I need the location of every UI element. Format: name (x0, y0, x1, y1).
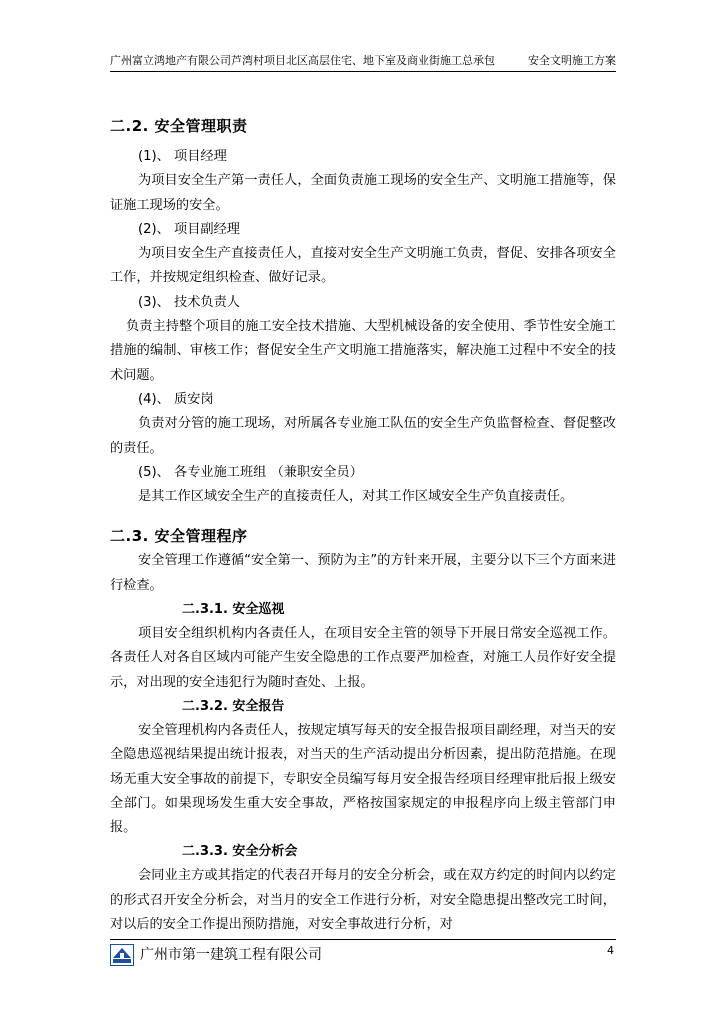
header-project: 广州富立鸿地产有限公司芦湾村项目北区高层住宅、地下室及商业街施工总承包 (110, 54, 495, 67)
page-header (110, 53, 616, 69)
section-heading-2-3: 二.3. 安全管理程序 (110, 527, 248, 546)
item-label-2: (2)、 项目副经理 (138, 221, 240, 237)
item-text-2: 为项目安全生产直接责任人，直接对安全生产文明施工负责，督促、安排各项安全工作，并按规定组织检查、做好记录。 (110, 246, 616, 286)
footer-divider (110, 939, 616, 940)
page-footer (110, 943, 616, 969)
page-body (110, 113, 616, 937)
item-text-3: 负责主持整个项目的施工安全技术措施、大型机械设备的安全使用、季节性安全施工措施的编制、审核工作；督促安全生产文明施工措施落实，解决施工过程中不安全的技术问题。 (110, 319, 616, 383)
section-2-3-intro: 安全管理工作遵循“安全第一、预防为主”的方针来开展，主要分以下三个方面来进行检查。 (110, 553, 616, 593)
header-doc-title: 安全文明施工方案 (528, 54, 616, 67)
subsection-text-2-3-3: 会同业主方或其指定的代表召开每月的安全分析会，或在双方约定的时间内以约定的形式召开安全分析会，对当月的安全工作进行分析，对安全隐患提出整改完工时间，对以后的安全工作提出预防措施，对安全事故进行分析，对 (110, 868, 616, 933)
section-heading-2-2: 二.2. 安全管理职责 (110, 117, 248, 135)
item-text-5: 是其工作区域安全生产的直接责任人，对其工作区域安全生产负直接责任。 (138, 489, 574, 505)
item-label-3: (3)、 技术负责人 (138, 294, 240, 310)
item-label-1: (1)、 项目经理 (138, 149, 227, 164)
item-text-4: 负责对分管的施工现场，对所属各专业施工队伍的安全生产负监督检查、督促整改的责任。 (110, 416, 616, 456)
footer-company-name: 广州市第一建筑工程有限公司 (140, 947, 322, 963)
item-text-1: 为项目安全生产第一责任人，全面负责施工现场的安全生产、文明施工措施等，保证施工现场的安全。 (110, 173, 616, 213)
company-logo-icon (110, 944, 134, 966)
subsection-heading-2-3-2: 二.3.2. 安全报告 (182, 698, 285, 714)
subsection-heading-2-3-1: 二.3.1. 安全巡视 (182, 602, 285, 618)
subsection-text-2-3-2: 安全管理机构内各责任人，按规定填写每天的安全报告报项目副经理，对当天的安全隐患巡视结果提出统计报表，对当天的生产活动提出分析因素，提出防范措施。在现场无重大安全事故的前提下，专职安全员编写每月安全报告经项目经理审批后报上级安全部门。如果现场发生重大安全事故，严格按国家规定的申报程序向上级主管部门申报。 (110, 722, 616, 836)
item-label-4: (4)、 质安岗 (138, 391, 214, 407)
subsection-heading-2-3-3: 二.3.3. 安全分析会 (182, 844, 298, 860)
item-label-5: (5)、 各专业施工班组 （兼职安全员） (138, 464, 363, 480)
page-number: 4 (607, 944, 614, 957)
subsection-text-2-3-1: 项目安全组织机构内各责任人，在项目安全主管的领导下开展日常安全巡视工作。各责任人对各自区域内可能产生安全隐患的工作点要严加检查，对施工人员作好安全提示，对出现的安全违犯行为随时查处、上报。 (110, 626, 616, 690)
header-divider (110, 71, 616, 72)
